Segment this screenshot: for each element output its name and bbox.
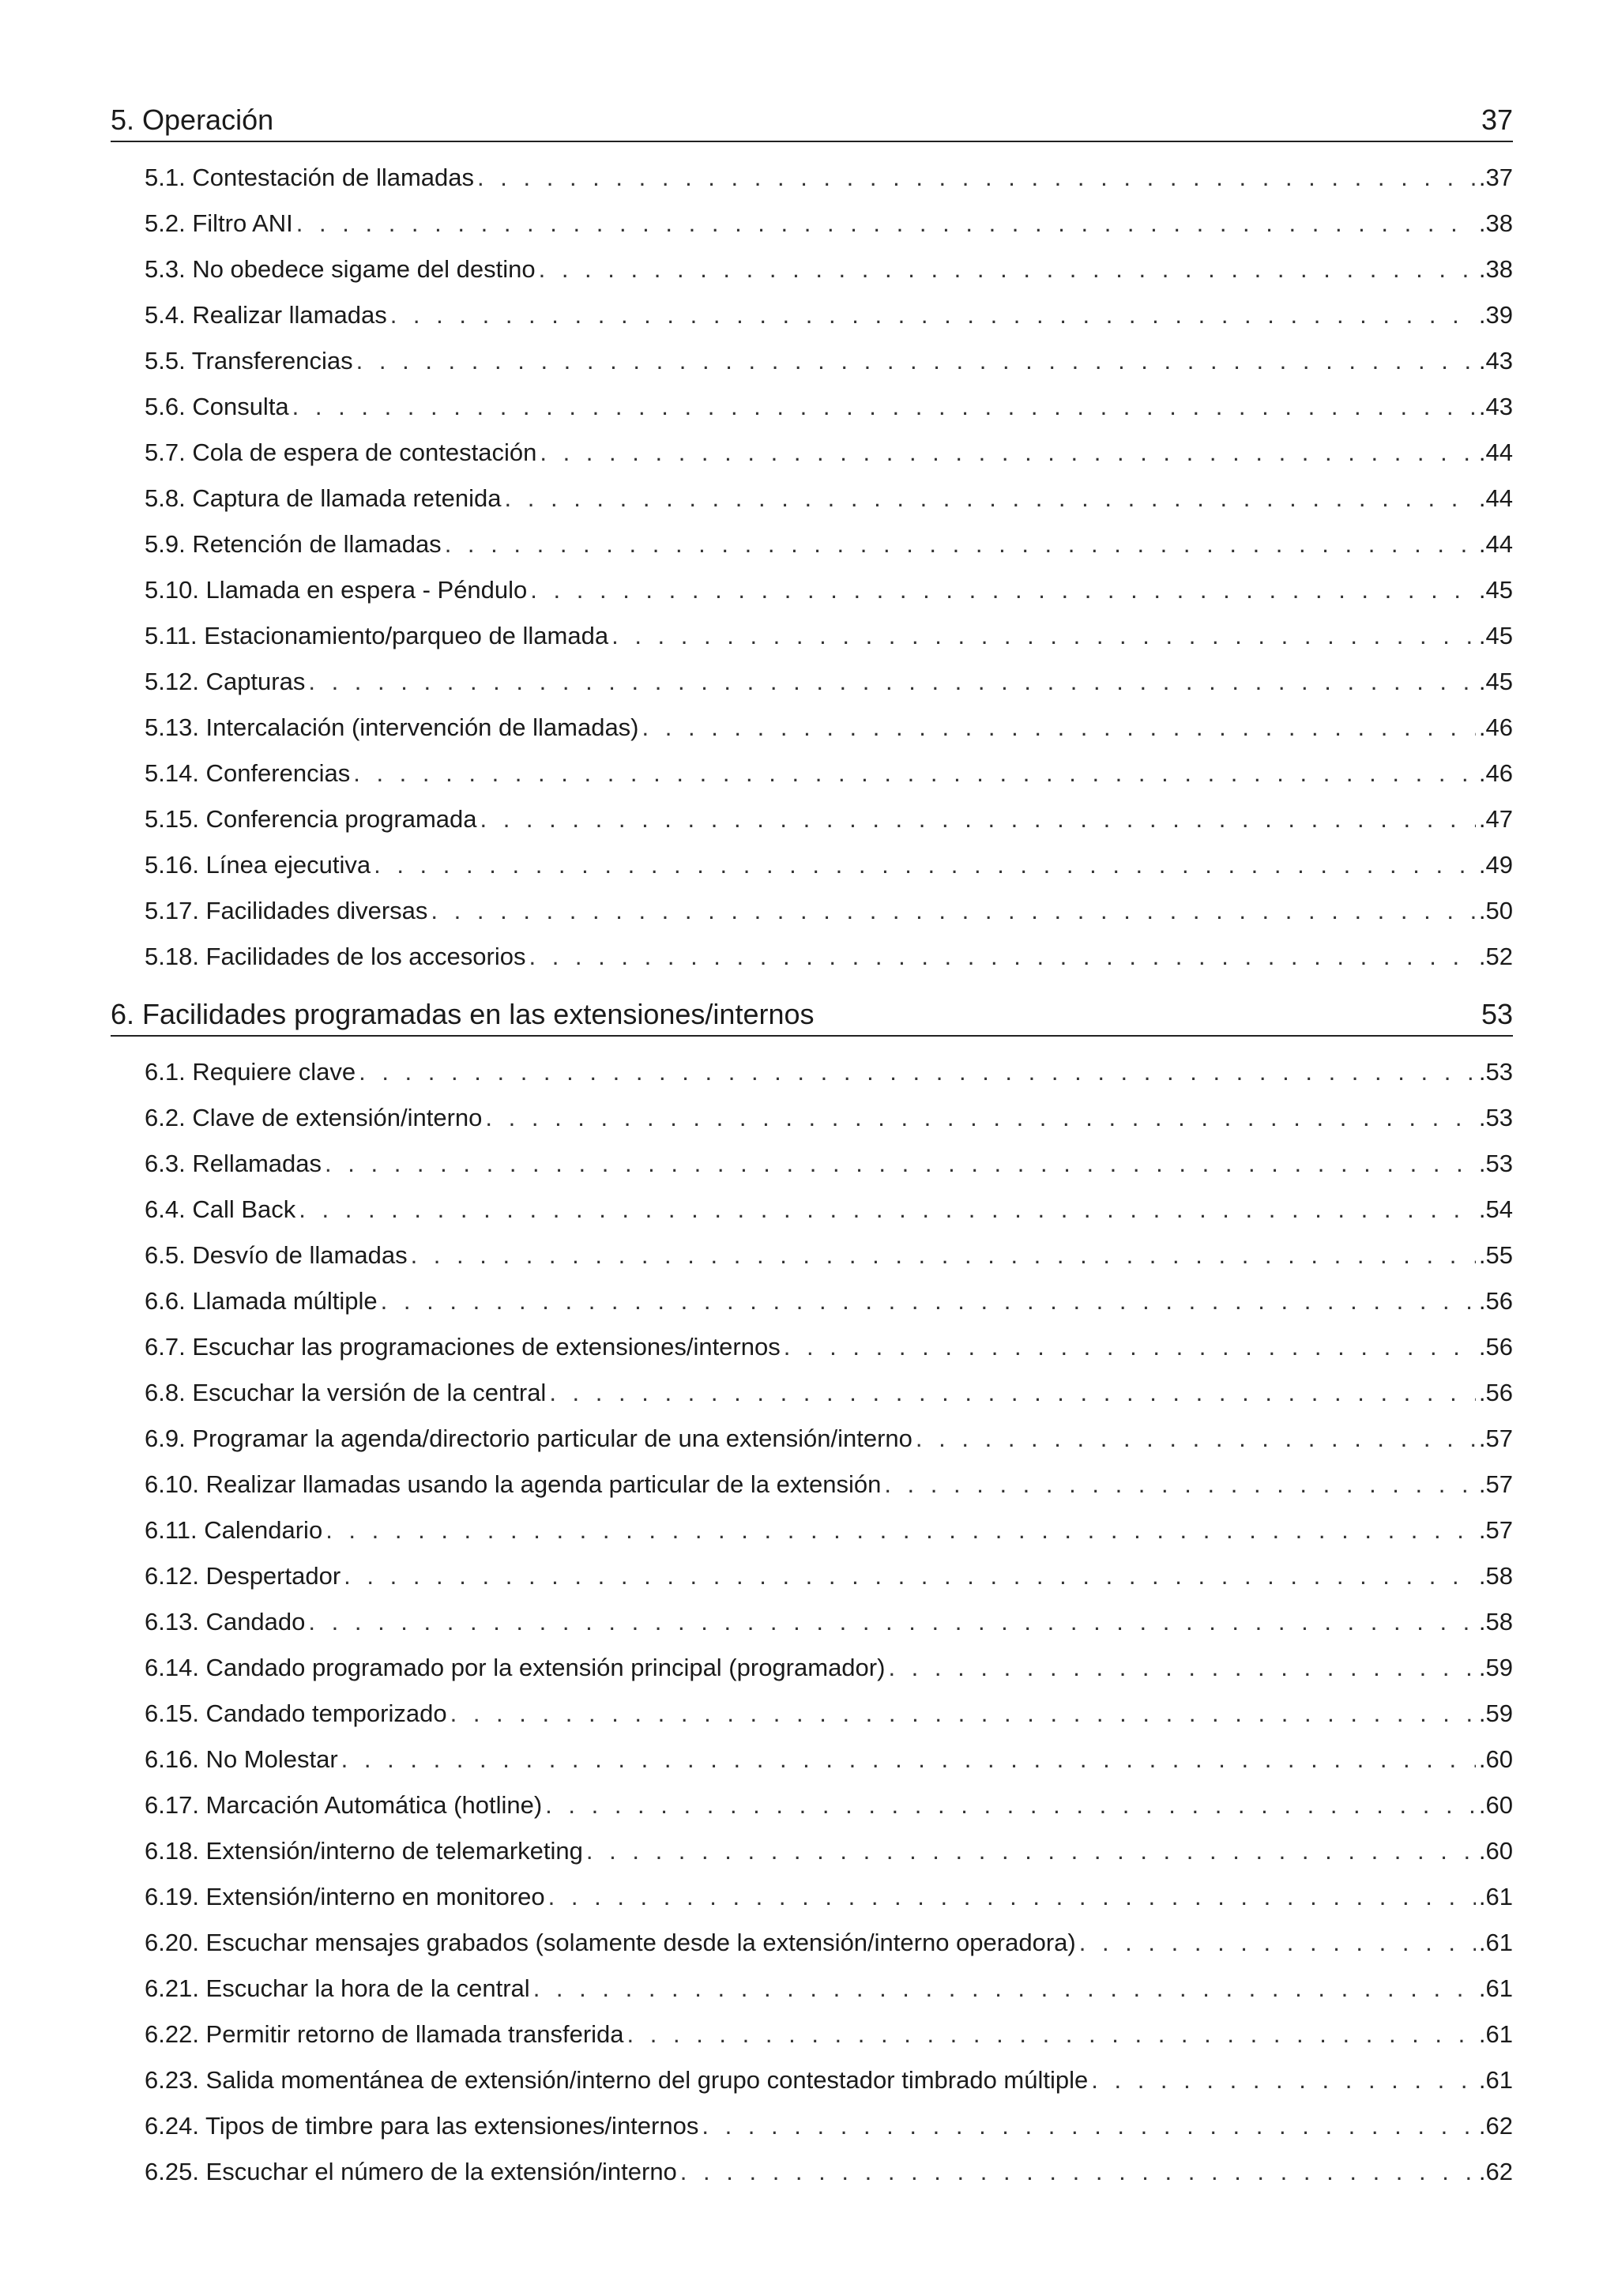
toc-entry[interactable] <box>111 1141 1513 1187</box>
toc-entry-label: 5.6. Consulta <box>145 393 289 420</box>
toc-entry[interactable] <box>111 934 1513 980</box>
toc-entry-page-number: .46 <box>1478 713 1513 741</box>
dot-leader <box>505 476 1476 521</box>
dot-leader <box>477 155 1476 201</box>
toc-entry[interactable] <box>111 796 1513 842</box>
toc-entry-list <box>111 1049 1513 2195</box>
toc-entry[interactable] <box>111 613 1513 659</box>
toc-entry[interactable] <box>111 292 1513 338</box>
section-page-number: 53 <box>1481 998 1513 1030</box>
toc-entry-page-number: .46 <box>1478 759 1513 787</box>
toc-entry-page-number: .61 <box>1478 1974 1513 2002</box>
toc-entry-page-number: .45 <box>1478 668 1513 695</box>
dot-leader <box>450 1691 1476 1737</box>
toc-entry[interactable] <box>111 842 1513 888</box>
toc-entry-label: 6.24. Tipos de timbre para las extensiones/internos <box>145 2112 699 2140</box>
toc-entry-label: 6.13. Candado <box>145 1608 306 1635</box>
toc-entry-label: 6.15. Candado temporizado <box>145 1699 447 1727</box>
toc-entry[interactable] <box>111 155 1513 201</box>
dot-leader <box>341 1737 1476 1782</box>
toc-entry-label: 6.11. Calendario <box>145 1516 323 1544</box>
toc-entry-label: 6.1. Requiere clave <box>145 1058 356 1086</box>
toc-entry-label: 6.25. Escuchar el número de la extensión/interno <box>145 2158 677 2185</box>
toc-entry[interactable] <box>111 567 1513 613</box>
toc-entry-page-number: .57 <box>1478 1516 1513 1544</box>
section-title: 5. Operación <box>111 104 274 136</box>
toc-entry[interactable] <box>111 1599 1513 1645</box>
dot-leader <box>485 1095 1476 1141</box>
toc-entry[interactable] <box>111 1507 1513 1553</box>
toc-entry-label: 6.3. Rellamadas <box>145 1150 322 1177</box>
toc-entry-page-number: .50 <box>1478 897 1513 924</box>
toc-entry-page-number: .62 <box>1478 2158 1513 2185</box>
toc-section <box>111 101 1513 980</box>
toc-entry[interactable] <box>111 2149 1513 2195</box>
toc-entry-label: 5.14. Conferencias <box>145 759 351 787</box>
toc-entry-page-number: .39 <box>1478 301 1513 329</box>
dot-leader <box>374 842 1476 888</box>
dot-leader <box>431 888 1475 934</box>
dot-leader <box>533 1966 1476 2012</box>
toc-entry-page-number: .43 <box>1478 393 1513 420</box>
toc-entry-page-number: .58 <box>1478 1562 1513 1590</box>
dot-leader <box>530 567 1476 613</box>
dot-leader <box>381 1278 1476 1324</box>
toc-entry-label: 6.19. Extensión/interno en monitoreo <box>145 1883 545 1910</box>
dot-leader <box>539 247 1476 292</box>
toc-entry[interactable] <box>111 1828 1513 1874</box>
toc-entry[interactable] <box>111 384 1513 430</box>
toc-entry-label: 5.3. No obedece sigame del destino <box>145 255 536 283</box>
toc-entry[interactable] <box>111 201 1513 247</box>
dot-leader <box>390 292 1476 338</box>
toc-entry-page-number: .61 <box>1478 1883 1513 1910</box>
toc-entry-label: 5.8. Captura de llamada retenida <box>145 484 502 512</box>
toc-entry-page-number: .60 <box>1478 1745 1513 1773</box>
toc-entry-page-number: .44 <box>1478 530 1513 558</box>
dot-leader <box>680 2149 1476 2195</box>
toc-entry[interactable] <box>111 751 1513 796</box>
toc-entry[interactable] <box>111 476 1513 521</box>
toc-entry-page-number: .56 <box>1478 1379 1513 1406</box>
section-page-number: 37 <box>1481 104 1513 136</box>
toc-entry-label: 6.6. Llamada múltiple <box>145 1287 378 1315</box>
dot-leader <box>1079 1920 1476 1966</box>
toc-entry-label: 5.1. Contestación de llamadas <box>145 164 475 191</box>
section-title: 6. Facilidades programadas en las extensiones/internos <box>111 998 815 1030</box>
toc-entry-page-number: .58 <box>1478 1608 1513 1635</box>
dot-leader <box>548 1874 1476 1920</box>
toc-entry-label: 6.2. Clave de extensión/interno <box>145 1104 483 1131</box>
toc-entry-label: 6.18. Extensión/interno de telemarketing <box>145 1837 583 1865</box>
toc-entry-page-number: .57 <box>1478 1470 1513 1498</box>
toc-entry-label: 6.22. Permitir retorno de llamada transferida <box>145 2020 624 2048</box>
dot-leader <box>884 1462 1476 1507</box>
toc-entry-label: 6.17. Marcación Automática (hotline) <box>145 1791 543 1819</box>
toc-entry-page-number: .38 <box>1478 209 1513 237</box>
toc-entry-label: 5.5. Transferencias <box>145 347 353 375</box>
toc-entry-label: 6.16. No Molestar <box>145 1745 338 1773</box>
dot-leader <box>586 1828 1476 1874</box>
toc-entry[interactable] <box>111 338 1513 384</box>
toc-entry-label: 6.12. Despertador <box>145 1562 341 1590</box>
toc-entry-page-number: .47 <box>1478 805 1513 833</box>
dot-leader <box>611 613 1476 659</box>
dot-leader <box>325 1141 1476 1187</box>
toc-entry-page-number: .45 <box>1478 622 1513 649</box>
toc-entry-label: 6.21. Escuchar la hora de la central <box>145 1974 530 2002</box>
toc-entry[interactable] <box>111 1553 1513 1599</box>
toc-entry-page-number: .61 <box>1478 2020 1513 2048</box>
toc-entry[interactable] <box>111 1737 1513 1782</box>
toc-entry-page-number: .38 <box>1478 255 1513 283</box>
toc-entry-label: 6.20. Escuchar mensajes grabados (solamente desde la extensión/interno operadora) <box>145 1929 1076 1956</box>
toc-section <box>111 996 1513 2195</box>
toc-entry-label: 5.13. Intercalación (intervención de llamadas) <box>145 713 639 741</box>
toc-entry-page-number: .60 <box>1478 1837 1513 1865</box>
toc-entry-page-number: .61 <box>1478 2066 1513 2094</box>
toc-entry[interactable] <box>111 1278 1513 1324</box>
dot-leader <box>888 1645 1475 1691</box>
toc-entry-label: 5.16. Línea ejecutiva <box>145 851 371 879</box>
toc-entry-page-number: .53 <box>1478 1104 1513 1131</box>
dot-leader <box>292 384 1476 430</box>
table-of-contents <box>111 101 1513 2195</box>
dot-leader <box>545 1782 1476 1828</box>
dot-leader <box>411 1233 1476 1278</box>
toc-entry[interactable] <box>111 705 1513 751</box>
toc-entry-label: 5.10. Llamada en espera - Péndulo <box>145 576 528 604</box>
toc-entry[interactable] <box>111 2103 1513 2149</box>
toc-entry-list <box>111 155 1513 980</box>
toc-entry[interactable] <box>111 1095 1513 1141</box>
toc-entry-page-number: .52 <box>1478 943 1513 970</box>
dot-leader <box>549 1370 1476 1416</box>
dot-leader <box>627 2012 1476 2057</box>
toc-entry[interactable] <box>111 521 1513 567</box>
toc-entry[interactable] <box>111 1645 1513 1691</box>
dot-leader <box>702 2103 1476 2149</box>
toc-entry-label: 5.18. Facilidades de los accesorios <box>145 943 526 970</box>
toc-entry-label: 6.8. Escuchar la versión de la central <box>145 1379 547 1406</box>
toc-entry-label: 6.5. Desvío de llamadas <box>145 1241 408 1269</box>
toc-entry-page-number: .62 <box>1478 2112 1513 2140</box>
toc-entry-page-number: .44 <box>1478 438 1513 466</box>
toc-entry-page-number: .55 <box>1478 1241 1513 1269</box>
toc-entry[interactable] <box>111 1691 1513 1737</box>
toc-entry-label: 5.2. Filtro ANI <box>145 209 293 237</box>
toc-entry[interactable] <box>111 1187 1513 1233</box>
toc-entry-label: 5.12. Capturas <box>145 668 306 695</box>
section-heading[interactable] <box>111 101 1513 142</box>
toc-entry-page-number: .56 <box>1478 1287 1513 1315</box>
toc-entry-label: 5.17. Facilidades diversas <box>145 897 428 924</box>
toc-entry[interactable] <box>111 888 1513 934</box>
toc-entry[interactable] <box>111 1049 1513 1095</box>
toc-entry-page-number: .59 <box>1478 1699 1513 1727</box>
dot-leader <box>1091 2057 1476 2103</box>
toc-entry-label: 5.15. Conferencia programada <box>145 805 477 833</box>
toc-entry-label: 6.14. Candado programado por la extensión principal (programador) <box>145 1654 886 1681</box>
dot-leader <box>359 1049 1476 1095</box>
toc-entry-page-number: .44 <box>1478 484 1513 512</box>
dot-leader <box>344 1553 1476 1599</box>
toc-entry[interactable] <box>111 247 1513 292</box>
dot-leader <box>480 796 1475 842</box>
toc-entry[interactable] <box>111 1782 1513 1828</box>
section-heading[interactable] <box>111 996 1513 1037</box>
toc-entry[interactable] <box>111 1370 1513 1416</box>
toc-entry[interactable] <box>111 1966 1513 2012</box>
toc-entry-page-number: .61 <box>1478 1929 1513 1956</box>
toc-entry[interactable] <box>111 1233 1513 1278</box>
dot-leader <box>308 659 1476 705</box>
dot-leader <box>529 934 1475 980</box>
dot-leader <box>325 1507 1476 1553</box>
toc-entry-label: 5.9. Retención de llamadas <box>145 530 442 558</box>
toc-entry[interactable] <box>111 1920 1513 1966</box>
dot-leader <box>916 1416 1476 1462</box>
toc-entry-label: 6.7. Escuchar las programaciones de extensiones/internos <box>145 1333 781 1361</box>
toc-entry-page-number: .45 <box>1478 576 1513 604</box>
dot-leader <box>296 201 1476 247</box>
toc-entry-label: 6.9. Programar la agenda/directorio particular de una extensión/interno <box>145 1425 912 1452</box>
dot-leader <box>353 751 1476 796</box>
toc-entry-page-number: .37 <box>1478 164 1513 191</box>
toc-entry-page-number: .57 <box>1478 1425 1513 1452</box>
toc-entry[interactable] <box>111 1416 1513 1462</box>
toc-entry[interactable] <box>111 2012 1513 2057</box>
dot-leader <box>445 521 1476 567</box>
toc-entry[interactable] <box>111 1462 1513 1507</box>
toc-entry-label: 5.4. Realizar llamadas <box>145 301 387 329</box>
dot-leader <box>356 338 1476 384</box>
toc-entry[interactable] <box>111 659 1513 705</box>
toc-entry-page-number: .53 <box>1478 1150 1513 1177</box>
dot-leader <box>784 1324 1476 1370</box>
toc-entry-label: 5.11. Estacionamiento/parqueo de llamada <box>145 622 609 649</box>
toc-entry[interactable] <box>111 430 1513 476</box>
toc-entry-label: 6.10. Realizar llamadas usando la agenda particular de la extensión <box>145 1470 882 1498</box>
toc-entry[interactable] <box>111 2057 1513 2103</box>
toc-entry-page-number: .54 <box>1478 1195 1513 1223</box>
dot-leader <box>308 1599 1475 1645</box>
toc-entry-label: 6.4. Call Back <box>145 1195 296 1223</box>
toc-entry-label: 5.7. Cola de espera de contestación <box>145 438 537 466</box>
toc-entry-page-number: .59 <box>1478 1654 1513 1681</box>
toc-entry-page-number: .43 <box>1478 347 1513 375</box>
toc-entry-page-number: .56 <box>1478 1333 1513 1361</box>
toc-entry-page-number: .60 <box>1478 1791 1513 1819</box>
toc-entry-label: 6.23. Salida momentánea de extensión/interno del grupo contestador timbrado múltiple <box>145 2066 1089 2094</box>
toc-entry-page-number: .49 <box>1478 851 1513 879</box>
toc-entry-page-number: .53 <box>1478 1058 1513 1086</box>
dot-leader <box>642 705 1476 751</box>
dot-leader <box>299 1187 1476 1233</box>
toc-entry[interactable] <box>111 1324 1513 1370</box>
dot-leader <box>540 430 1476 476</box>
toc-entry[interactable] <box>111 1874 1513 1920</box>
